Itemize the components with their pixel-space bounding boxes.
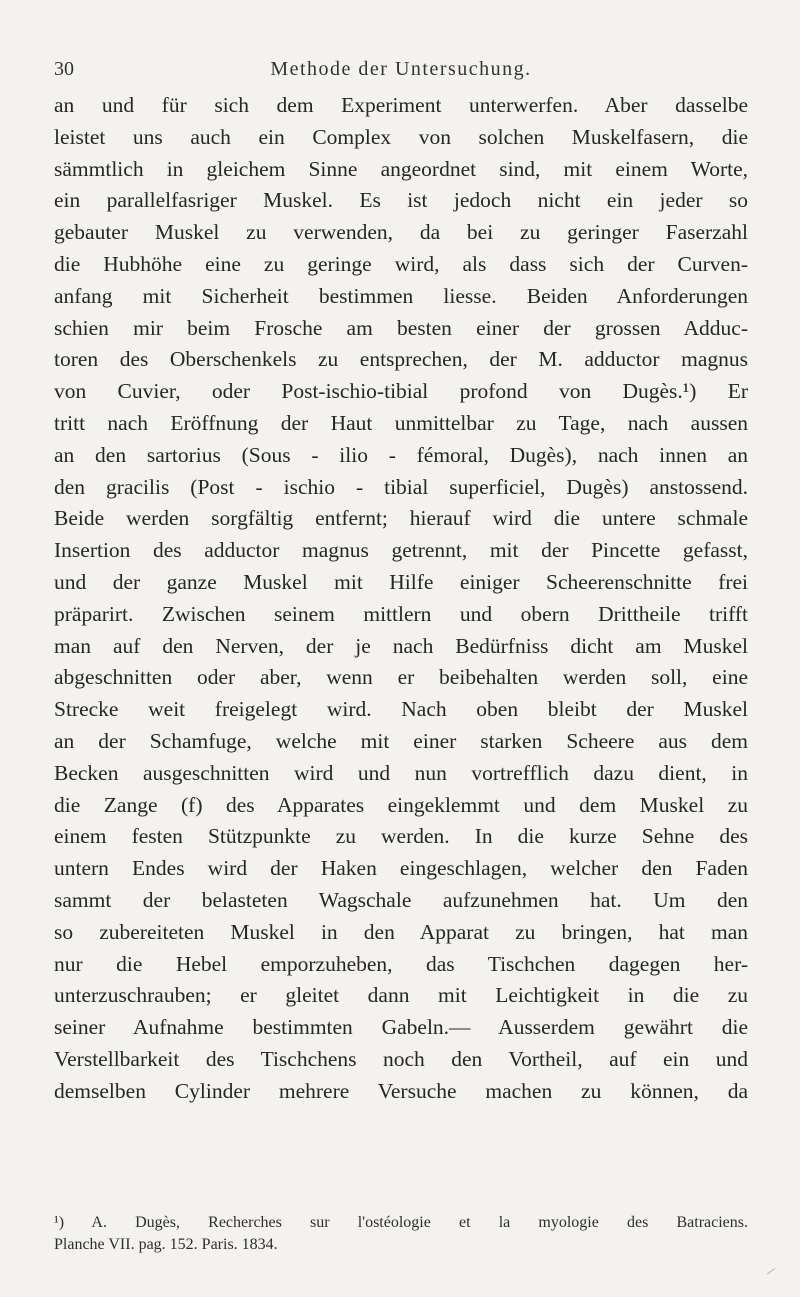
text-line: präparirt. Zwischen seinem mittlern und obern Drittheile trifft xyxy=(54,601,748,626)
text-line: den gracilis (Post - ischio - tibial superficiel, Dugès) anstossend. xyxy=(54,474,748,499)
text-line: sämmtlich in gleichem Sinne angeordnet sind, mit einem Worte, xyxy=(54,156,748,181)
text-line: schien mir beim Frosche am besten einer der grossen Adduc- xyxy=(54,315,748,340)
text-line: und der ganze Muskel mit Hilfe einiger Scheerenschnitte frei xyxy=(54,569,748,594)
text-line: man auf den Nerven, der je nach Bedürfniss dicht am Muskel xyxy=(54,633,748,658)
text-line: sammt der belasteten Wagschale aufzunehmen hat. Um den xyxy=(54,887,748,912)
text-line: seiner Aufnahme bestimmten Gabeln.— Ausserdem gewährt die xyxy=(54,1015,748,1040)
footnotes xyxy=(54,1212,748,1256)
text-line: unterzuschrauben; er gleitet dann mit Leichtigkeit in die zu xyxy=(54,983,748,1008)
text-line: an den sartorius (Sous - ilio - fémoral, Dugès), nach innen an xyxy=(54,442,748,467)
text-line: so zubereiteten Muskel in den Apparat zu bringen, hat man xyxy=(54,919,748,944)
footnote-line: Planche VII. pag. 152. Paris. 1834. xyxy=(54,1236,278,1253)
text-line: an der Schamfuge, welche mit einer starken Scheere aus dem xyxy=(54,728,748,753)
page-corner-mark xyxy=(759,1256,776,1274)
page-number: 30 xyxy=(54,58,74,80)
text-line: nur die Hebel emporzuheben, das Tischchen dagegen her- xyxy=(54,951,748,976)
body-text xyxy=(54,90,748,1108)
text-line: an und für sich dem Experiment unterwerfen. Aber dasselbe xyxy=(54,93,748,117)
text-line: Verstellbarkeit des Tischchens noch den Vortheil, auf ein und xyxy=(54,1046,748,1071)
text-line: Becken ausgeschnitten wird und nun vortrefflich dazu dient, in xyxy=(54,760,748,785)
text-line: die Hubhöhe eine zu geringe wird, als dass sich der Curven- xyxy=(54,251,748,276)
text-line: Insertion des adductor magnus getrennt, mit der Pincette gefasst, xyxy=(54,538,748,563)
text-line: einem festen Stützpunkte zu werden. In die kurze Sehne des xyxy=(54,824,748,849)
text-line: Strecke weit freigelegt wird. Nach oben bleibt der Muskel xyxy=(54,697,748,722)
text-line: ein parallelfasriger Muskel. Es ist jedoch nicht ein jeder so xyxy=(54,188,748,213)
text-line: tritt nach Eröffnung der Haut unmittelbar zu Tage, nach aussen xyxy=(54,410,748,435)
text-line: toren des Oberschenkels zu entsprechen, der M. adductor magnus xyxy=(54,347,748,372)
text-line: gebauter Muskel zu verwenden, da bei zu geringer Faserzahl xyxy=(54,220,748,245)
text-line: leistet uns auch ein Complex von solchen Muskelfasern, die xyxy=(54,124,748,149)
running-title: Methode der Untersuchung. xyxy=(270,58,532,80)
text-line: von Cuvier, oder Post-ischio-tibial profond von Dugès.¹) Er xyxy=(54,379,748,404)
text-line: anfang mit Sicherheit bestimmen liesse. Beiden Anforderungen xyxy=(54,283,748,308)
text-line: demselben Cylinder mehrere Versuche machen zu können, da xyxy=(54,1078,748,1103)
text-line: abgeschnitten oder aber, wenn er beibehalten werden soll, eine xyxy=(54,665,748,690)
text-line: Beide werden sorgfältig entfernt; hierauf wird die untere schmale xyxy=(54,506,748,531)
text-line: untern Endes wird der Haken eingeschlagen, welcher den Faden xyxy=(54,856,748,881)
page-header xyxy=(54,58,748,82)
footnote-line: ¹) A. Dugès, Recherches sur l'ostéologie et la myologie des Batraciens. xyxy=(54,1214,748,1231)
text-line: die Zange (f) des Apparates eingeklemmt und dem Muskel zu xyxy=(54,792,748,817)
